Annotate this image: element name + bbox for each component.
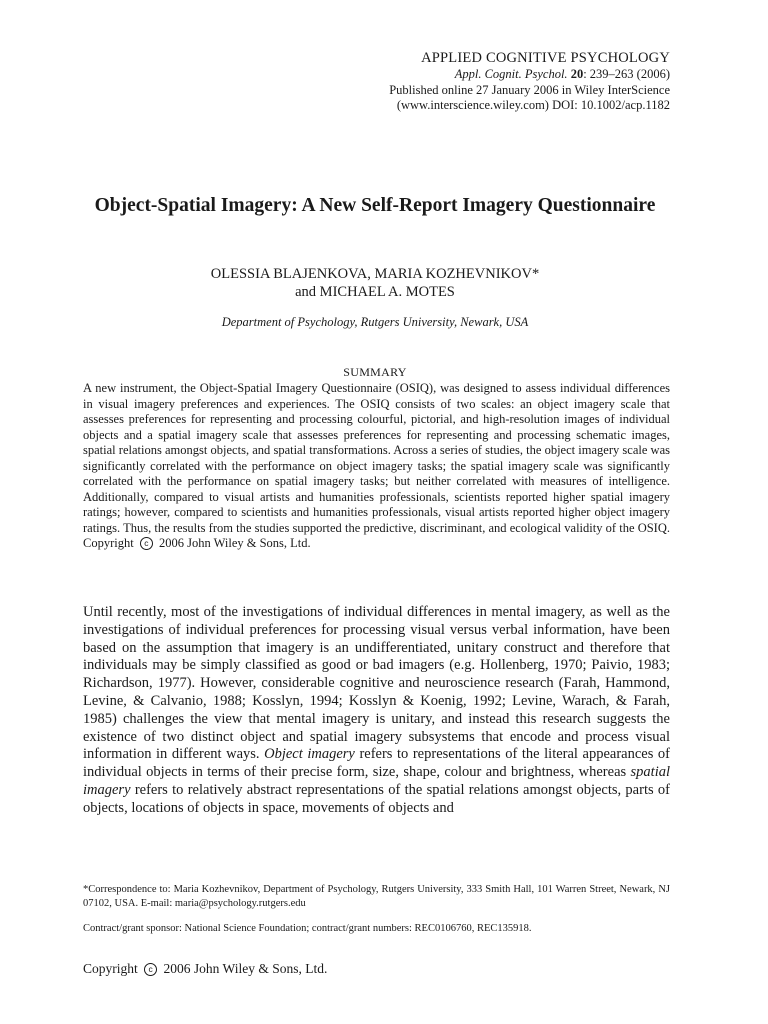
copyright-symbol-footer: c [144, 963, 157, 976]
body-text-3: refers to relatively abstract representations of the spatial relations amongst objects, parts of objects, locations of objects in space, movements of objects and [83, 781, 671, 816]
journal-citation [389, 67, 670, 83]
copyright-label: Copyright [83, 961, 138, 976]
body-text-1: Until recently, most of the investigations of individual differences in mental imagery, as well as the investigations of individual preferences for processing visual versus verbal information, have been based on the assumption that imagery is an undifferentiated, unitary construct and therefore that individuals may be simply classified as good or bad imagers (e.g. Hollenberg, 1970; Paivio, 1983; Richardson, 1977). However, considerable cognitive and neuroscience research (Farah, Hammond, Levine, & Calvanio, 1988; Kosslyn, 1994; Kosslyn & Koenig, 1992; Levine, Warach, & Farah, 1985) challenges the view that mental imagery is unitary, and instead this research suggests the existence of two distinct object and spatial imagery subsystems that encode and process visual information in different ways. [83, 604, 670, 763]
doi-line: (www.interscience.wiley.com) DOI: 10.1002/acp.1182 [396, 98, 670, 112]
copyright-symbol: c [140, 537, 153, 550]
citation-abbrev: Appl. Cognit. Psychol. [454, 67, 568, 81]
term-spatial-imagery: spatial imagery [83, 764, 671, 798]
body-paragraph [83, 604, 670, 818]
summary-abstract [83, 381, 670, 552]
affiliation: Department of Psychology, Rutgers University, Newark, USA [221, 315, 529, 329]
term-object-imagery: Object imagery [264, 746, 355, 763]
authors-line-2: and MICHAEL A. MOTES [295, 284, 455, 300]
page-copyright [83, 960, 327, 977]
grant-footnote: Contract/grant sponsor: National Science Foundation; contract/grant numbers: REC0106760, REC135918. [83, 923, 532, 934]
citation-pages: : 239–263 (2006) [583, 67, 670, 81]
author-list [80, 265, 670, 301]
journal-header [389, 50, 670, 114]
summary-copyright: 2006 John Wiley & Sons, Ltd. [158, 536, 311, 550]
published-online: Published online 27 January 2006 in Wiley InterScience [389, 82, 670, 97]
summary-text: A new instrument, the Object-Spatial Imagery Questionnaire (OSIQ), was designed to assess individual differences in visual imagery preferences and experiences. The OSIQ consists of two scales: an object imagery scale that assesses preferences for representing and processing colourful, pictorial, and high-resolution images of individual objects and a spatial imagery scale that assesses preferences for representing and processing schematic images, spatial relations amongst objects, and spatial transformations. Across a series of studies, the object imagery scale was significantly correlated with the performance on object imagery tasks; the spatial imagery scale was significantly correlated with the performance on spatial imagery tasks; but neither correlated with measures of intelligence. Additionally, compared to visual artists and humanities professionals, scientists reported higher spatial imagery ratings; however, compared to scientists and humanities professionals, visual artists reported higher object imagery ratings. Thus, the results from the studies supported the predictive, discriminant, and ecological validity of the OSIQ. Copyright [83, 381, 670, 550]
citation-volume: 20 [570, 67, 584, 81]
authors-line-1: OLESSIA BLAJENKOVA, MARIA KOZHEVNIKOV* [210, 266, 540, 282]
summary-heading: SUMMARY [343, 365, 407, 379]
correspondence-footnote: *Correspondence to: Maria Kozhevnikov, Department of Psychology, Rutgers University, 333 Smith Hall, 101 Warren Street, Newark, NJ 07102, USA. E-mail: maria@psychology.rutgers.edu [83, 884, 670, 909]
article-title: Object-Spatial Imagery: A New Self-Report Imagery Questionnaire [94, 195, 656, 216]
copyright-text: 2006 John Wiley & Sons, Ltd. [163, 961, 328, 976]
body-text-2: refers to representations of the literal appearances of individual objects in terms of their precise form, size, shape, colour and brightness, whereas [83, 746, 671, 781]
journal-name: APPLIED COGNITIVE PSYCHOLOGY [421, 50, 670, 66]
